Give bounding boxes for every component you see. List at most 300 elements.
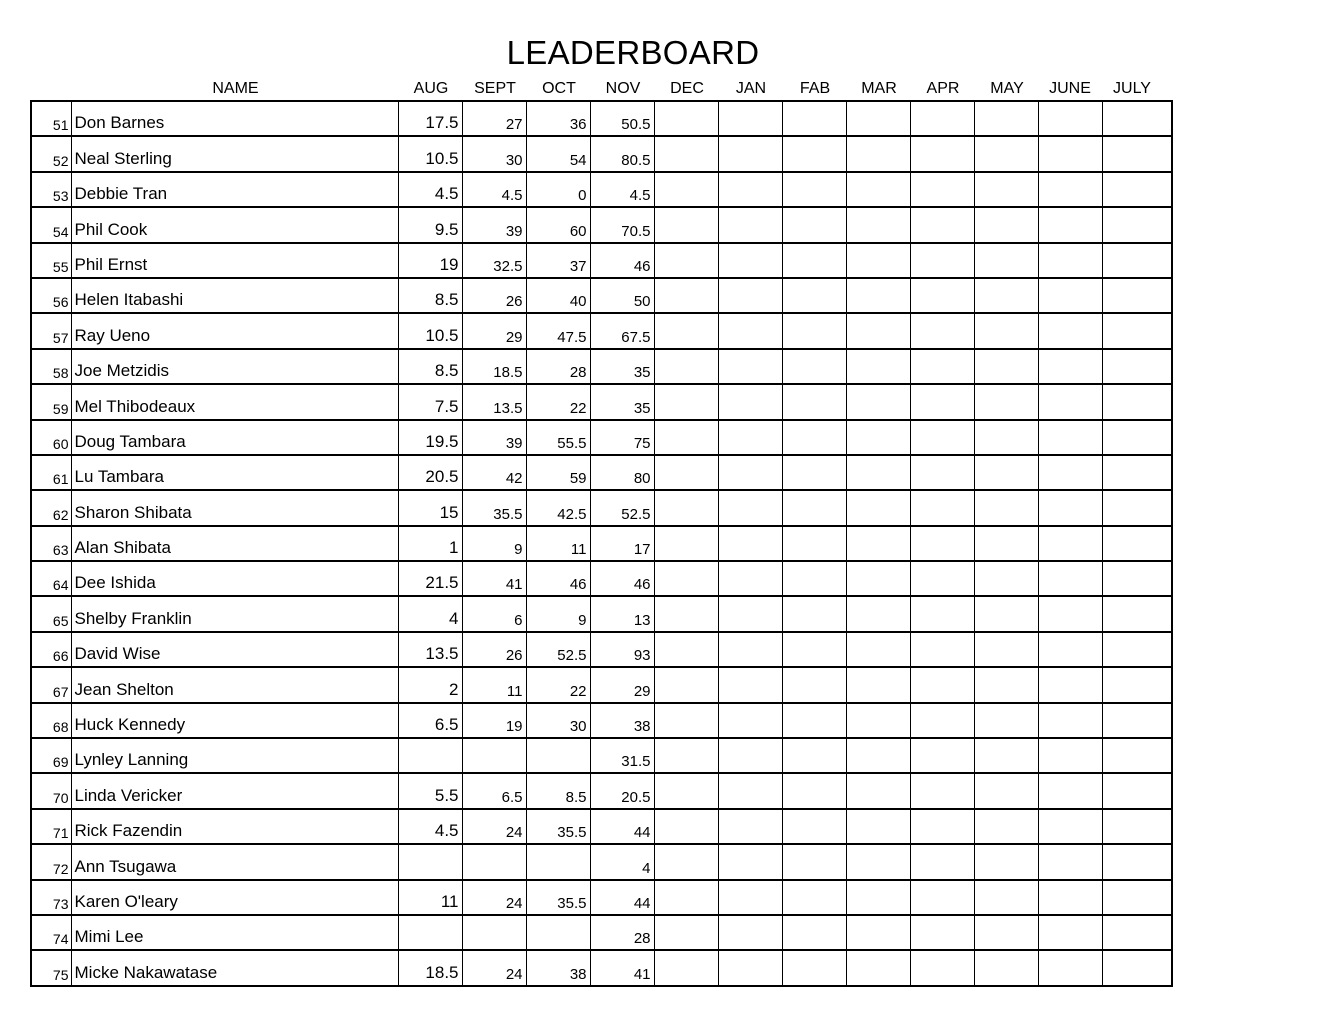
score-cell: 31.5: [590, 738, 654, 773]
score-cell: [1038, 136, 1102, 171]
table-row: [31, 526, 1172, 561]
score-cell: 46: [590, 561, 654, 596]
score-cell: 15: [398, 490, 462, 525]
score-cell: [718, 349, 782, 384]
row-number: 66: [31, 632, 71, 667]
table-row: [31, 809, 1172, 844]
score-cell: [910, 172, 974, 207]
score-cell: [1038, 207, 1102, 242]
score-cell: 26: [462, 632, 526, 667]
score-cell: [910, 880, 974, 915]
column-header-month: SEPT: [474, 80, 516, 97]
score-cell: [974, 773, 1038, 808]
score-cell: [718, 420, 782, 455]
player-name: Debbie Tran: [71, 172, 398, 207]
score-cell: [974, 809, 1038, 844]
column-header-month: JULY: [1113, 80, 1151, 97]
table-row: [31, 313, 1172, 348]
score-cell: [654, 490, 718, 525]
score-cell: [846, 880, 910, 915]
player-name: Phil Cook: [71, 207, 398, 242]
score-cell: [1102, 172, 1172, 207]
row-number: 61: [31, 455, 71, 490]
score-cell: 26: [462, 278, 526, 313]
score-cell: [974, 455, 1038, 490]
score-cell: [846, 207, 910, 242]
score-cell: [910, 809, 974, 844]
score-cell: [718, 809, 782, 844]
column-header-month: NOV: [605, 80, 641, 97]
table-row: [31, 667, 1172, 702]
score-cell: [846, 243, 910, 278]
score-cell: [1102, 136, 1172, 171]
score-cell: [782, 561, 846, 596]
score-cell: [910, 596, 974, 631]
column-header-month: AUG: [413, 80, 449, 97]
table-row: [31, 384, 1172, 419]
player-name: Shelby Franklin: [71, 596, 398, 631]
row-number: 65: [31, 596, 71, 631]
score-cell: 35.5: [526, 809, 590, 844]
score-cell: [846, 526, 910, 561]
column-header-month: DEC: [670, 80, 704, 97]
score-cell: [1038, 844, 1102, 879]
score-cell: [974, 632, 1038, 667]
score-cell: [718, 738, 782, 773]
score-cell: 8.5: [526, 773, 590, 808]
score-cell: [654, 243, 718, 278]
score-cell: [526, 915, 590, 950]
player-name: Helen Itabashi: [71, 278, 398, 313]
score-cell: 6.5: [398, 703, 462, 738]
score-cell: 24: [462, 950, 526, 985]
score-cell: [846, 136, 910, 171]
score-cell: 93: [590, 632, 654, 667]
score-cell: [910, 490, 974, 525]
score-cell: [1102, 667, 1172, 702]
score-cell: [718, 632, 782, 667]
score-cell: 13.5: [462, 384, 526, 419]
score-cell: [654, 526, 718, 561]
row-number: 71: [31, 809, 71, 844]
player-name: Lu Tambara: [71, 455, 398, 490]
score-cell: [654, 773, 718, 808]
score-cell: [910, 844, 974, 879]
score-cell: [1038, 632, 1102, 667]
score-cell: [718, 490, 782, 525]
row-number: 63: [31, 526, 71, 561]
score-cell: [1038, 172, 1102, 207]
score-cell: 38: [526, 950, 590, 985]
page-title: LEADERBOARD: [506, 34, 760, 71]
score-cell: [1102, 809, 1172, 844]
score-cell: 19: [462, 703, 526, 738]
score-cell: [1038, 420, 1102, 455]
score-cell: [974, 101, 1038, 136]
score-cell: [1102, 632, 1172, 667]
score-cell: 46: [590, 243, 654, 278]
column-header-month: OCT: [542, 80, 576, 97]
score-cell: [974, 667, 1038, 702]
score-cell: [974, 243, 1038, 278]
player-name: Micke Nakawatase: [71, 950, 398, 985]
table-row: [31, 243, 1172, 278]
score-cell: 13: [590, 596, 654, 631]
score-cell: [846, 667, 910, 702]
player-name: Jean Shelton: [71, 667, 398, 702]
player-name: Karen O'leary: [71, 880, 398, 915]
player-name: Don Barnes: [71, 101, 398, 136]
score-cell: [782, 526, 846, 561]
score-cell: [654, 101, 718, 136]
score-cell: [1038, 703, 1102, 738]
score-cell: [846, 313, 910, 348]
score-cell: [654, 207, 718, 242]
score-cell: 37: [526, 243, 590, 278]
score-cell: [846, 384, 910, 419]
score-cell: [654, 915, 718, 950]
score-cell: [974, 880, 1038, 915]
score-cell: [718, 667, 782, 702]
score-cell: [1038, 384, 1102, 419]
score-cell: [1038, 313, 1102, 348]
score-cell: [782, 950, 846, 985]
player-name: Alan Shibata: [71, 526, 398, 561]
score-cell: [782, 172, 846, 207]
score-cell: 4: [398, 596, 462, 631]
row-number: 62: [31, 490, 71, 525]
score-cell: 7.5: [398, 384, 462, 419]
table-row: [31, 773, 1172, 808]
score-cell: 54: [526, 136, 590, 171]
player-name: Ray Ueno: [71, 313, 398, 348]
score-cell: 19.5: [398, 420, 462, 455]
score-cell: 24: [462, 880, 526, 915]
score-cell: 11: [398, 880, 462, 915]
score-cell: [654, 278, 718, 313]
score-cell: [910, 915, 974, 950]
score-cell: [1038, 243, 1102, 278]
score-cell: [910, 243, 974, 278]
column-header-month: JUNE: [1049, 80, 1091, 97]
score-cell: 4: [590, 844, 654, 879]
score-cell: 6: [462, 596, 526, 631]
score-cell: 4.5: [590, 172, 654, 207]
score-cell: [1102, 349, 1172, 384]
score-cell: [974, 136, 1038, 171]
score-cell: 20.5: [398, 455, 462, 490]
score-cell: 55.5: [526, 420, 590, 455]
score-cell: 29: [590, 667, 654, 702]
score-cell: [1102, 880, 1172, 915]
score-cell: [846, 596, 910, 631]
score-cell: [1038, 490, 1102, 525]
score-cell: [910, 278, 974, 313]
score-cell: 28: [590, 915, 654, 950]
score-cell: 20.5: [590, 773, 654, 808]
score-cell: 30: [462, 136, 526, 171]
score-cell: 75: [590, 420, 654, 455]
score-cell: [1102, 278, 1172, 313]
score-cell: 4.5: [398, 809, 462, 844]
score-cell: 0: [526, 172, 590, 207]
row-number: 69: [31, 738, 71, 773]
column-header-month: JAN: [735, 80, 767, 97]
score-cell: 70.5: [590, 207, 654, 242]
row-number: 59: [31, 384, 71, 419]
score-cell: [846, 703, 910, 738]
score-cell: [398, 738, 462, 773]
score-cell: [910, 420, 974, 455]
score-cell: [654, 596, 718, 631]
score-cell: [654, 667, 718, 702]
score-cell: 21.5: [398, 561, 462, 596]
score-cell: [718, 313, 782, 348]
score-cell: [910, 738, 974, 773]
score-cell: [846, 773, 910, 808]
score-cell: [1038, 278, 1102, 313]
table-row: [31, 703, 1172, 738]
score-cell: [910, 561, 974, 596]
score-cell: [782, 667, 846, 702]
score-cell: [910, 667, 974, 702]
player-name: Lynley Lanning: [71, 738, 398, 773]
score-cell: [718, 384, 782, 419]
score-cell: [782, 278, 846, 313]
player-name: Doug Tambara: [71, 420, 398, 455]
score-cell: [654, 136, 718, 171]
score-cell: [974, 172, 1038, 207]
score-cell: 29: [462, 313, 526, 348]
score-cell: [654, 384, 718, 419]
score-cell: [654, 172, 718, 207]
score-cell: [1102, 596, 1172, 631]
score-cell: [718, 455, 782, 490]
score-cell: 28: [526, 349, 590, 384]
score-cell: 22: [526, 667, 590, 702]
score-cell: 42.5: [526, 490, 590, 525]
score-cell: [910, 455, 974, 490]
score-cell: [846, 101, 910, 136]
table-row: [31, 172, 1172, 207]
score-cell: [782, 632, 846, 667]
score-cell: 35: [590, 384, 654, 419]
score-cell: 10.5: [398, 136, 462, 171]
score-cell: [910, 313, 974, 348]
score-cell: [718, 844, 782, 879]
score-cell: 17.5: [398, 101, 462, 136]
score-cell: 5.5: [398, 773, 462, 808]
column-header-month: APR: [926, 80, 960, 97]
score-cell: [782, 349, 846, 384]
table-row: [31, 738, 1172, 773]
score-cell: [846, 420, 910, 455]
score-cell: [1102, 526, 1172, 561]
score-cell: [974, 561, 1038, 596]
player-name: Phil Ernst: [71, 243, 398, 278]
score-cell: [846, 172, 910, 207]
score-cell: [1102, 313, 1172, 348]
score-cell: [974, 738, 1038, 773]
score-cell: [910, 384, 974, 419]
score-cell: [782, 738, 846, 773]
score-cell: [654, 561, 718, 596]
table-row: [31, 278, 1172, 313]
row-number: 75: [31, 950, 71, 985]
score-cell: [654, 880, 718, 915]
score-cell: [846, 561, 910, 596]
score-cell: [782, 101, 846, 136]
score-cell: [782, 809, 846, 844]
score-cell: [782, 313, 846, 348]
score-cell: 1: [398, 526, 462, 561]
score-cell: 4.5: [398, 172, 462, 207]
score-cell: [782, 136, 846, 171]
column-header-name: NAME: [212, 80, 259, 97]
score-cell: [718, 172, 782, 207]
score-cell: 11: [526, 526, 590, 561]
score-cell: [910, 101, 974, 136]
score-cell: [654, 313, 718, 348]
score-cell: [974, 915, 1038, 950]
score-cell: 9: [526, 596, 590, 631]
row-number: 67: [31, 667, 71, 702]
table-row: [31, 349, 1172, 384]
score-cell: [718, 136, 782, 171]
score-cell: [718, 596, 782, 631]
column-header-month: MAY: [990, 80, 1024, 97]
table-row: [31, 561, 1172, 596]
score-cell: [846, 844, 910, 879]
score-cell: [654, 950, 718, 985]
score-cell: 46: [526, 561, 590, 596]
row-number: 53: [31, 172, 71, 207]
score-cell: [1038, 773, 1102, 808]
score-cell: 40: [526, 278, 590, 313]
score-cell: 27: [462, 101, 526, 136]
score-cell: [1038, 526, 1102, 561]
row-number: 64: [31, 561, 71, 596]
player-name: David Wise: [71, 632, 398, 667]
player-name: Joe Metzidis: [71, 349, 398, 384]
score-cell: [1038, 667, 1102, 702]
score-cell: [654, 349, 718, 384]
score-cell: [718, 880, 782, 915]
table-row: [31, 455, 1172, 490]
score-cell: 44: [590, 809, 654, 844]
score-cell: [782, 243, 846, 278]
score-cell: [974, 490, 1038, 525]
score-cell: [782, 703, 846, 738]
score-cell: 24: [462, 809, 526, 844]
score-cell: 80.5: [590, 136, 654, 171]
score-cell: 17: [590, 526, 654, 561]
score-cell: [1038, 101, 1102, 136]
score-cell: [846, 738, 910, 773]
row-number: 56: [31, 278, 71, 313]
score-cell: [846, 278, 910, 313]
row-number: 55: [31, 243, 71, 278]
score-cell: 67.5: [590, 313, 654, 348]
score-cell: 44: [590, 880, 654, 915]
score-cell: 9: [462, 526, 526, 561]
leaderboard-table: [30, 100, 1173, 987]
table-row: [31, 844, 1172, 879]
score-cell: [654, 703, 718, 738]
score-cell: 4.5: [462, 172, 526, 207]
score-cell: 41: [462, 561, 526, 596]
player-name: Ann Tsugawa: [71, 844, 398, 879]
score-cell: 22: [526, 384, 590, 419]
score-cell: [462, 738, 526, 773]
score-cell: [846, 455, 910, 490]
score-cell: [846, 490, 910, 525]
score-cell: 60: [526, 207, 590, 242]
score-cell: 18.5: [398, 950, 462, 985]
player-name: Rick Fazendin: [71, 809, 398, 844]
row-number: 73: [31, 880, 71, 915]
score-cell: [1102, 915, 1172, 950]
table-row: [31, 632, 1172, 667]
player-name: Mimi Lee: [71, 915, 398, 950]
score-cell: [718, 278, 782, 313]
score-cell: 42: [462, 455, 526, 490]
row-number: 57: [31, 313, 71, 348]
score-cell: [1038, 349, 1102, 384]
table-row: [31, 207, 1172, 242]
score-cell: [1102, 844, 1172, 879]
score-cell: [1038, 596, 1102, 631]
score-cell: [1102, 703, 1172, 738]
score-cell: [718, 207, 782, 242]
score-cell: [718, 950, 782, 985]
score-cell: [846, 915, 910, 950]
score-cell: 10.5: [398, 313, 462, 348]
score-cell: 80: [590, 455, 654, 490]
table-row: [31, 915, 1172, 950]
score-cell: [718, 561, 782, 596]
score-cell: [1102, 773, 1172, 808]
score-cell: [398, 915, 462, 950]
score-cell: [782, 844, 846, 879]
score-cell: [974, 207, 1038, 242]
player-name: Sharon Shibata: [71, 490, 398, 525]
score-cell: [782, 915, 846, 950]
score-cell: [974, 596, 1038, 631]
score-cell: [1038, 880, 1102, 915]
score-cell: 9.5: [398, 207, 462, 242]
score-cell: 6.5: [462, 773, 526, 808]
score-cell: 8.5: [398, 278, 462, 313]
score-cell: [974, 313, 1038, 348]
score-cell: 8.5: [398, 349, 462, 384]
score-cell: 59: [526, 455, 590, 490]
score-cell: 52.5: [590, 490, 654, 525]
player-name: Dee Ishida: [71, 561, 398, 596]
score-cell: [782, 880, 846, 915]
score-cell: 11: [462, 667, 526, 702]
score-cell: [1038, 455, 1102, 490]
score-cell: 30: [526, 703, 590, 738]
score-cell: [1102, 243, 1172, 278]
score-cell: [526, 738, 590, 773]
table-row: [31, 420, 1172, 455]
column-header-month: MAR: [861, 80, 897, 97]
score-cell: [846, 950, 910, 985]
score-cell: 38: [590, 703, 654, 738]
score-cell: 52.5: [526, 632, 590, 667]
score-cell: [462, 915, 526, 950]
